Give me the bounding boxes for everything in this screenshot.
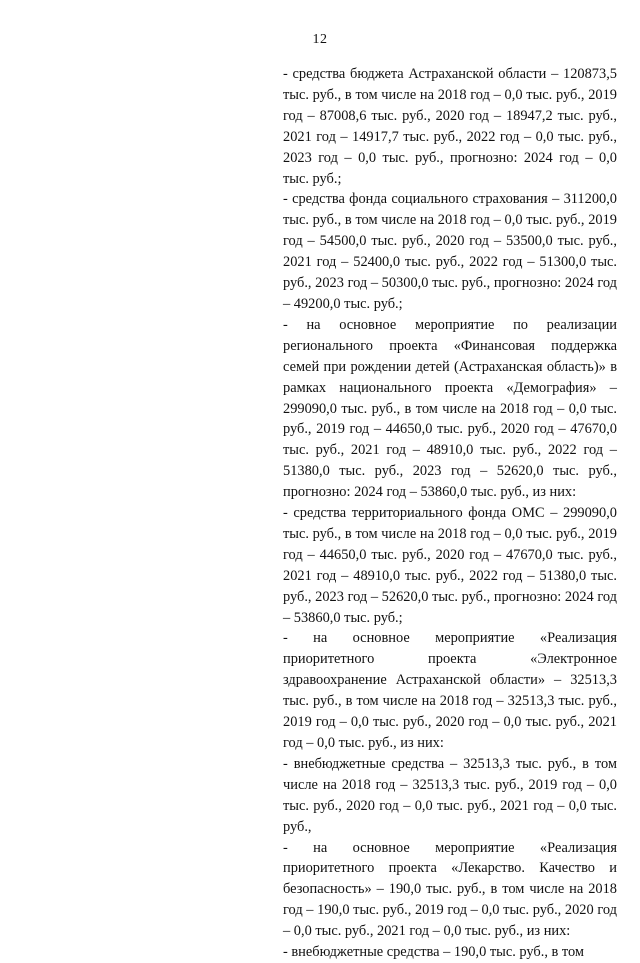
paragraph-medicine-quality-project: - на основное мероприятие «Реализация приоритетного проекта «Лекарство. Качество и безопасность» – 190,0 тыс. руб., в том числе на 2018 год – 190,0 тыс. руб., 2019 год – 0,0 тыс. руб., 2020 год – 0,0 тыс. руб., 2021 год – 0,0 тыс. руб., из них:: [283, 839, 617, 940]
paragraph-family-support-project: - на основное мероприятие по реализации регионального проекта «Финансовая поддержка семей при рождении детей (Астраханская область)» в рамках национального проекта «Демография» – 299090,0 тыс. руб., в том числе на 2018 год – 0,0 тыс. руб., 2019 год – 44650,0 тыс. руб., 2020 год – 47670,0 тыс. руб., 2021 год – 48910,0 тыс. руб., 2022 год – 51380,0 тыс. руб., 2023 год – 52620,0 тыс. руб., прогнозно: 2024 год – 53860,0 тыс. руб., из них:: [283, 316, 617, 501]
page-number: 12: [312, 32, 328, 47]
paragraph-e-health-project: - на основное мероприятие «Реализация приоритетного проекта «Электронное здравоохранение Астраханской области» – 32513,3 тыс. руб., в том числе на 2018 год – 32513,3 тыс. руб., 2019 год – 0,0 тыс. руб., 2020 год – 0,0 тыс. руб., 2021 год – 0,0 тыс. руб., из них:: [283, 630, 617, 751]
paragraph-medicine-extrabudgetary: - внебюджетные средства – 190,0 тыс. руб., в том: [283, 944, 585, 961]
paragraph-e-health-extrabudgetary: - внебюджетные средства – 32513,3 тыс. руб., в том числе на 2018 год – 32513,3 тыс. руб., 2019 год – 0,0 тыс. руб., 2020 год – 0,0 тыс. руб., 2021 год – 0,0 тыс. руб.,: [283, 755, 617, 835]
document-body: [283, 64, 617, 963]
paragraph-social-insurance-fund: - средства фонда социального страхования – 311200,0 тыс. руб., в том числе на 2018 год – 0,0 тыс. руб., 2019 год – 54500,0 тыс. руб., 2020 год – 53500,0 тыс. руб., 2021 год – 52400,0 тыс. руб., 2022 год – 51300,0 тыс. руб., 2023 год – 50300,0 тыс. руб., прогнозно: 2024 год – 49200,0 тыс. руб.;: [283, 191, 617, 312]
paragraph-territorial-oms-fund: - средства территориального фонда ОМС – 299090,0 тыс. руб., в том числе на 2018 год – 0,0 тыс. руб., 2019 год – 44650,0 тыс. руб., 2020 год – 47670,0 тыс. руб., 2021 год – 48910,0 тыс. руб., 2022 год – 51380,0 тыс. руб., 2023 год – 52620,0 тыс. руб., прогнозно: 2024 год – 53860,0 тыс. руб.;: [283, 505, 617, 626]
paragraph-regional-budget: - средства бюджета Астраханской области – 120873,5 тыс. руб., в том числе на 2018 год – 0,0 тыс. руб., 2019 год – 87008,6 тыс. руб., 2020 год – 18947,2 тыс. руб., 2021 год – 14917,7 тыс. руб., 2022 год – 0,0 тыс. руб., 2023 год – 0,0 тыс. руб., прогнозно: 2024 год – 0,0 тыс. руб.;: [283, 66, 617, 187]
